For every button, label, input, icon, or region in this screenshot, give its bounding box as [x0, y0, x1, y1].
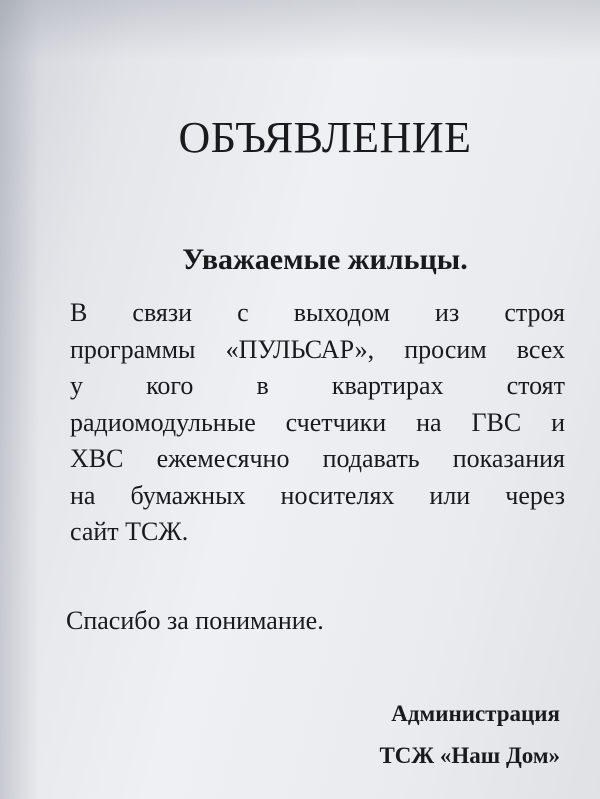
signature-line-administration: Администрация — [391, 701, 560, 726]
notice-body-line: сайт ТСЖ. — [70, 517, 189, 546]
notice-body-line: ХВС ежемесячно подавать показания — [70, 444, 565, 473]
notice-body-line: программы «ПУЛЬСАР», просим всех — [70, 334, 565, 364]
notice-title: ОБЪЯВЛЕНИЕ — [178, 113, 472, 162]
paper-shadow-top — [0, 0, 600, 60]
notice-greeting: Уважаемые жильцы. — [182, 243, 468, 276]
notice-body-line: у кого в квартирах стоят — [70, 371, 565, 400]
notice-body-line: радиомодульные счетчики на ГВС и — [70, 407, 565, 437]
notice-body-line: В связи с выходом из строя — [70, 298, 565, 327]
notice-thanks: Спасибо за понимание. — [66, 606, 324, 635]
signature-line-association: ТСЖ «Наш Дом» — [379, 743, 560, 768]
notice-body-line: на бумажных носителях или через — [70, 480, 565, 510]
notice-signature — [260, 693, 560, 777]
notice-body — [70, 295, 565, 551]
